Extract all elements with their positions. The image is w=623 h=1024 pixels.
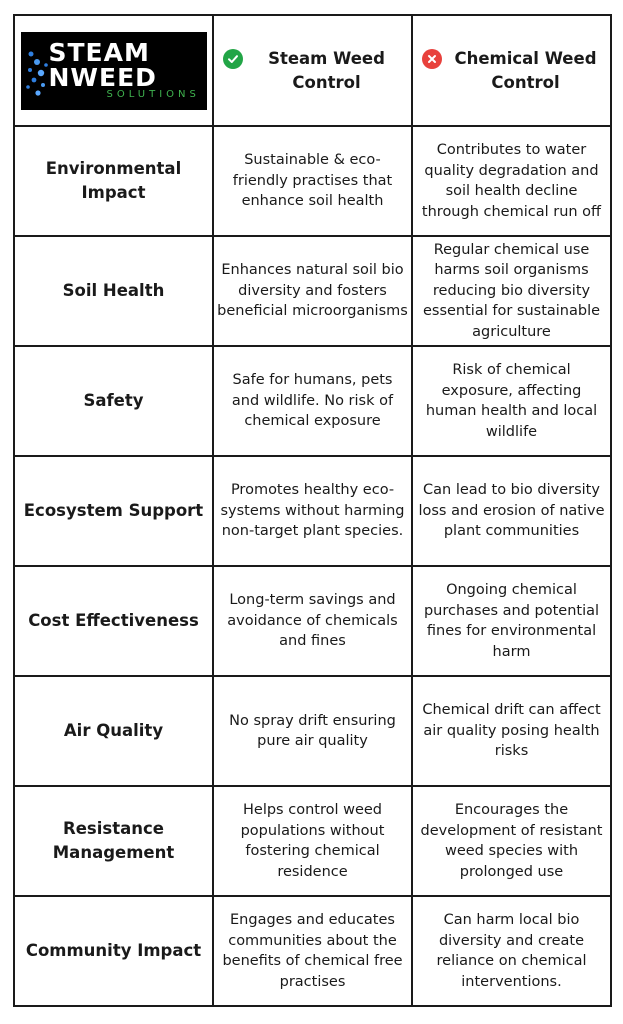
table-row (14, 786, 611, 896)
logo-line-3: SOLUTIONS (106, 88, 200, 100)
steam-cell: No spray drift ensuring pure air quality (213, 676, 412, 786)
table-row (14, 126, 611, 236)
chemical-cell: Chemical drift can affect air quality posing health risks (412, 676, 611, 786)
chemical-cell: Can harm local bio diversity and create reliance on chemical interventions. (412, 896, 611, 1006)
chemical-cell: Regular chemical use harms soil organisms reducing bio diversity essential for sustainable agriculture (412, 236, 611, 346)
logo-line-1: STEAM (48, 37, 150, 67)
header-chemical-title: Chemical Weed Control (454, 48, 597, 92)
chemical-cell: Can lead to bio diversity loss and erosion of native plant communities (412, 456, 611, 566)
chemical-cell: Contributes to water quality degradation and soil health decline through chemical run off (412, 126, 611, 236)
steam-n-weed-logo (21, 32, 207, 110)
row-label: Air Quality (14, 676, 213, 786)
steam-cell: Promotes healthy eco-systems without harming non-target plant species. (213, 456, 412, 566)
chemical-cell: Ongoing chemical purchases and potential fines for environmental harm (412, 566, 611, 676)
header-steam (213, 15, 412, 126)
comparison-table (13, 14, 612, 1007)
steam-cell: Safe for humans, pets and wildlife. No risk of chemical exposure (213, 346, 412, 456)
table-row (14, 346, 611, 456)
steam-cell: Enhances natural soil bio diversity and fosters beneficial microorganisms (213, 236, 412, 346)
table-row (14, 566, 611, 676)
row-label: Resistance Management (14, 786, 213, 896)
row-label: Cost Effectiveness (14, 566, 213, 676)
header-row (14, 15, 611, 126)
steam-cell: Sustainable & eco-friendly practises that enhance soil health (213, 126, 412, 236)
logo-cell (14, 15, 213, 126)
check-circle-icon (223, 49, 243, 69)
row-label: Ecosystem Support (14, 456, 213, 566)
logo-line-2: NWEED (48, 62, 157, 92)
steam-cell: Engages and educates communities about the benefits of chemical free practises (213, 896, 412, 1006)
chemical-cell: Encourages the development of resistant weed species with prolonged use (412, 786, 611, 896)
header-chemical (412, 15, 611, 126)
row-label: Soil Health (14, 236, 213, 346)
table-row (14, 236, 611, 346)
table-row (14, 456, 611, 566)
row-label: Safety (14, 346, 213, 456)
table-row (14, 896, 611, 1006)
steam-cell: Long-term savings and avoidance of chemicals and fines (213, 566, 412, 676)
header-steam-title: Steam Weed Control (268, 48, 385, 92)
row-label: Environmental Impact (14, 126, 213, 236)
table-row (14, 676, 611, 786)
chemical-cell: Risk of chemical exposure, affecting human health and local wildlife (412, 346, 611, 456)
row-label: Community Impact (14, 896, 213, 1006)
steam-cell: Helps control weed populations without fostering chemical residence (213, 786, 412, 896)
x-circle-icon (422, 49, 442, 69)
